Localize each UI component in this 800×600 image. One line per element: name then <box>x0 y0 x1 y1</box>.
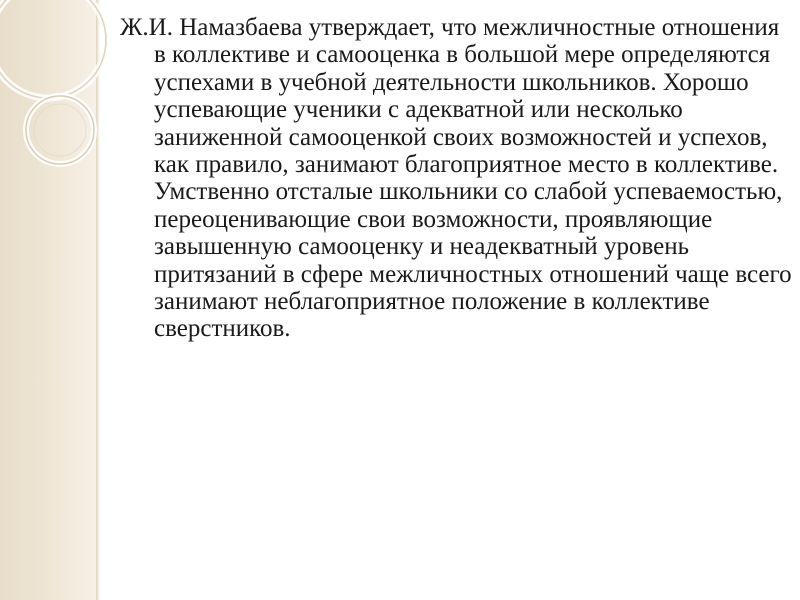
slide-body-text: Ж.И. Намазбаева утверждает, что межличностные отношения в коллективе и самооценка в большой мере определяются успехами в учебной деятельности школьников. Хорошо успевающие ученики с адекватной или несколько заниженной самооценкой своих возможностей и успехов, как правило, занимают благоприятное место в коллективе. Умственно отсталые школьники со слабой успеваемостью, переоценивающие свои возможности, проявляющие завышенную самооценку и неадекватный уровень притязаний в сфере межличностных отношений чаще всего занимают неблагоприятное положение в коллективе сверстников. <box>120 14 792 343</box>
ring-large-white <box>0 0 106 98</box>
ring-small-outline <box>26 96 94 164</box>
ring-small-inner <box>34 104 86 156</box>
